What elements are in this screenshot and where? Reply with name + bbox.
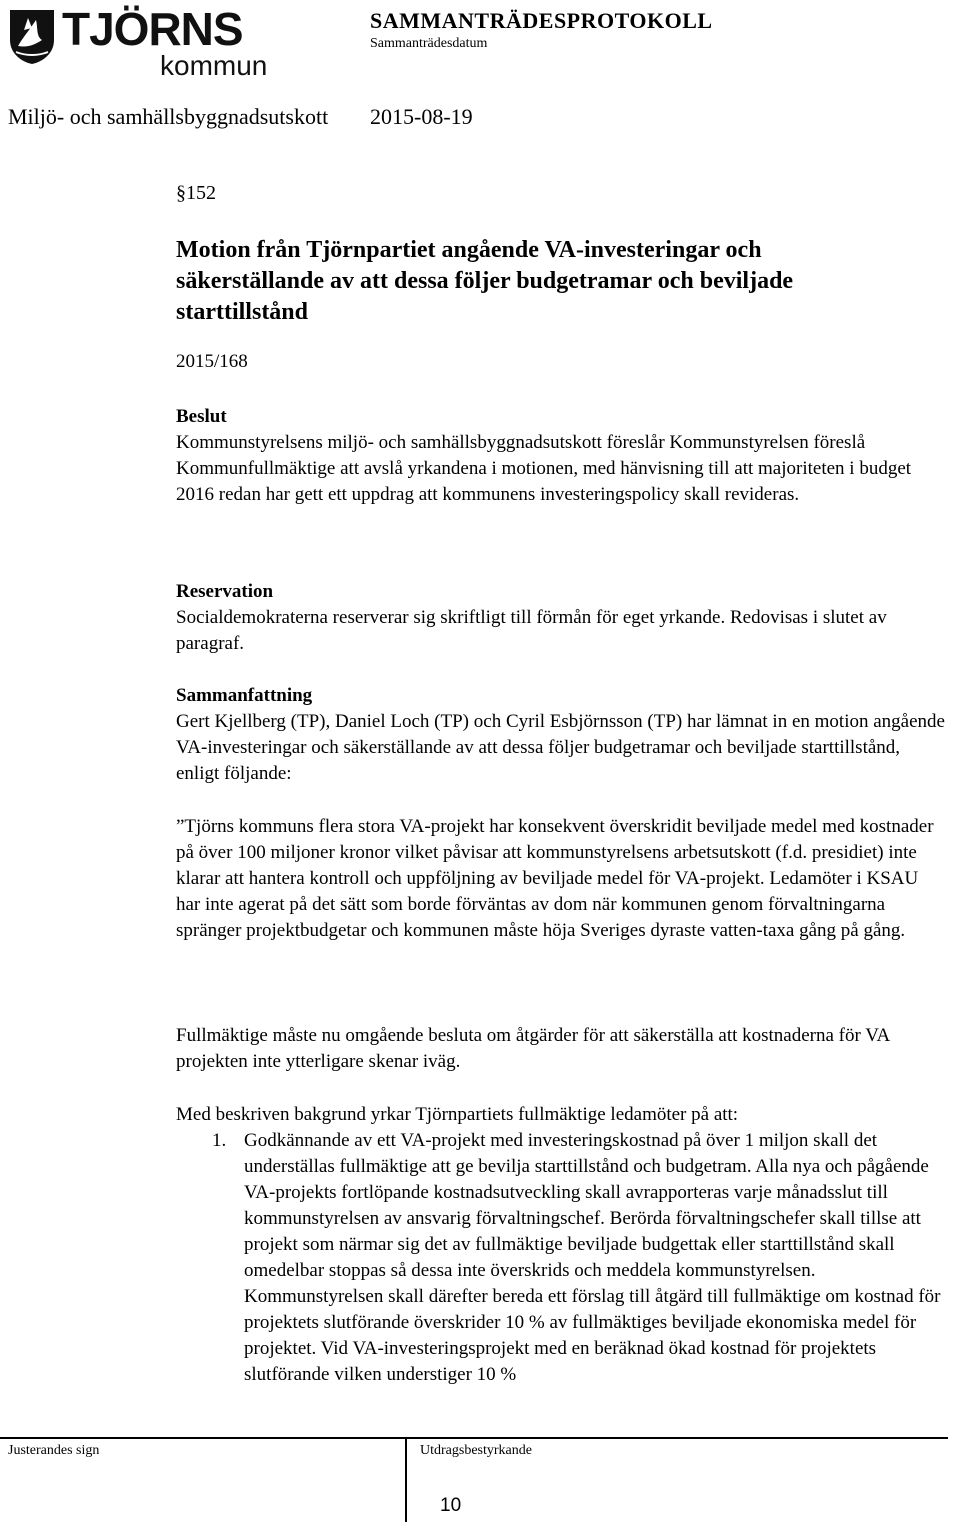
meeting-date: 2015-08-19 bbox=[370, 104, 473, 129]
meeting-date-label: Sammanträdesdatum bbox=[370, 36, 488, 51]
beslut-label: Beslut bbox=[176, 406, 227, 427]
municipality-logo-icon bbox=[6, 6, 58, 66]
beslut-section bbox=[176, 404, 946, 508]
reservation-label: Reservation bbox=[176, 581, 274, 602]
yrkande-intro-text: Med beskriven bakgrund yrkar Tjörnpartiets fullmäktige ledamöter på att: bbox=[176, 1104, 739, 1125]
list-item bbox=[176, 1128, 946, 1388]
extract-certification-label: Utdragsbestyrkande bbox=[420, 1443, 532, 1458]
logo-subname: kommun bbox=[160, 50, 268, 81]
summary-text: Gert Kjellberg (TP), Daniel Loch (TP) och Cyril Esbjörnsson (TP) har lämnat in en motion angående VA-investeringar och säkerställande av att dessa följer budgetramar och beviljade starttillstånd, enligt följande: bbox=[176, 711, 945, 784]
yrkande-list bbox=[176, 1128, 946, 1388]
motion-quote-text: ”Tjörns kommuns flera stora VA-projekt har konsekvent överskridit beviljade medel med kostnader på över 100 miljoner kronor vilket påvisar att kommunstyrelsens arbetsutskott (f.d. presidiet) inte klarar att hantera kontroll och uppföljning av beviljade medel för VA-projekt. Ledamöter i KSAU har inte agerat på det sätt som borde förväntas av dom när kommunen genom förvaltningarna spränger projektbudgetar och kommunen måste höja Sveriges dyraste vatten-taxa gång på gång. bbox=[176, 816, 934, 941]
fullmaktige-paragraph bbox=[176, 1023, 946, 1075]
list-item-text: Godkännande av ett VA-projekt med investeringskostnad på över 1 miljon skall det underställas fullmäktige att ge bevilja starttillstånd och budgetram. Alla nya och pågående VA-projekts fortlöpande kostnadsutveckling skall avrapporteras varje månadsslut till kommunstyrelsen av ansvarig förvaltningschef. Berörda förvaltningschefer skall tillse att projekt som närmar sig det av fullmäktige beviljade budgettak eller starttillstånd skall omedelbar stoppas så dessa inte överskrids och meddela kommunstyrelsen. Kommunstyrelsen skall därefter bereda ett förslag till åtgärd till fullmäktige om kostnad för projektets slutförande överskrider 10 % av fullmäktiges beviljade ekonomiska medel för projektet. Vid VA-investeringsprojekt med en beräknad ökad kostnad för projektets slutförande vilken understiger 10 % bbox=[244, 1130, 941, 1385]
page-number: 10 bbox=[440, 1495, 462, 1516]
footer-column-divider bbox=[405, 1437, 407, 1522]
signature-label: Justerandes sign bbox=[8, 1443, 100, 1458]
summary-section bbox=[176, 683, 946, 787]
fullmaktige-text: Fullmäktige måste nu omgående besluta om åtgärder för att säkerställa att kostnaderna för VA projekten inte ytterligare skenar iväg. bbox=[176, 1025, 890, 1072]
reservation-section bbox=[176, 579, 946, 657]
committee-name: Miljö- och samhällsbyggnadsutskott bbox=[8, 104, 329, 129]
case-number: 2015/168 bbox=[176, 351, 248, 372]
footer-divider bbox=[0, 1437, 948, 1439]
reservation-text: Socialdemokraterna reserverar sig skriftligt till förmån för eget yrkande. Redovisas i slutet av paragraf. bbox=[176, 607, 887, 654]
document-title: SAMMANTRÄDESPROTOKOLL bbox=[370, 8, 713, 33]
matter-heading: Motion från Tjörnpartiet angående VA-investeringar och säkerställande av att dessa följer budgetramar och beviljade starttillstånd bbox=[176, 237, 794, 325]
motion-quote bbox=[176, 814, 946, 944]
logo-name: TJÖRNS bbox=[62, 3, 243, 55]
yrkande-intro bbox=[176, 1102, 946, 1128]
paragraph-number: §152 bbox=[176, 182, 216, 204]
beslut-text: Kommunstyrelsens miljö- och samhällsbyggnadsutskott föreslår Kommunstyrelsen föreslå Kommunfullmäktige att avslå yrkandena i motionen, med hänvisning till att majoriteten i budget 2016 redan har gett ett uppdrag att kommunens investeringspolicy skall revideras. bbox=[176, 432, 912, 505]
summary-label: Sammanfattning bbox=[176, 685, 313, 706]
list-item-number: 1. bbox=[212, 1130, 227, 1151]
